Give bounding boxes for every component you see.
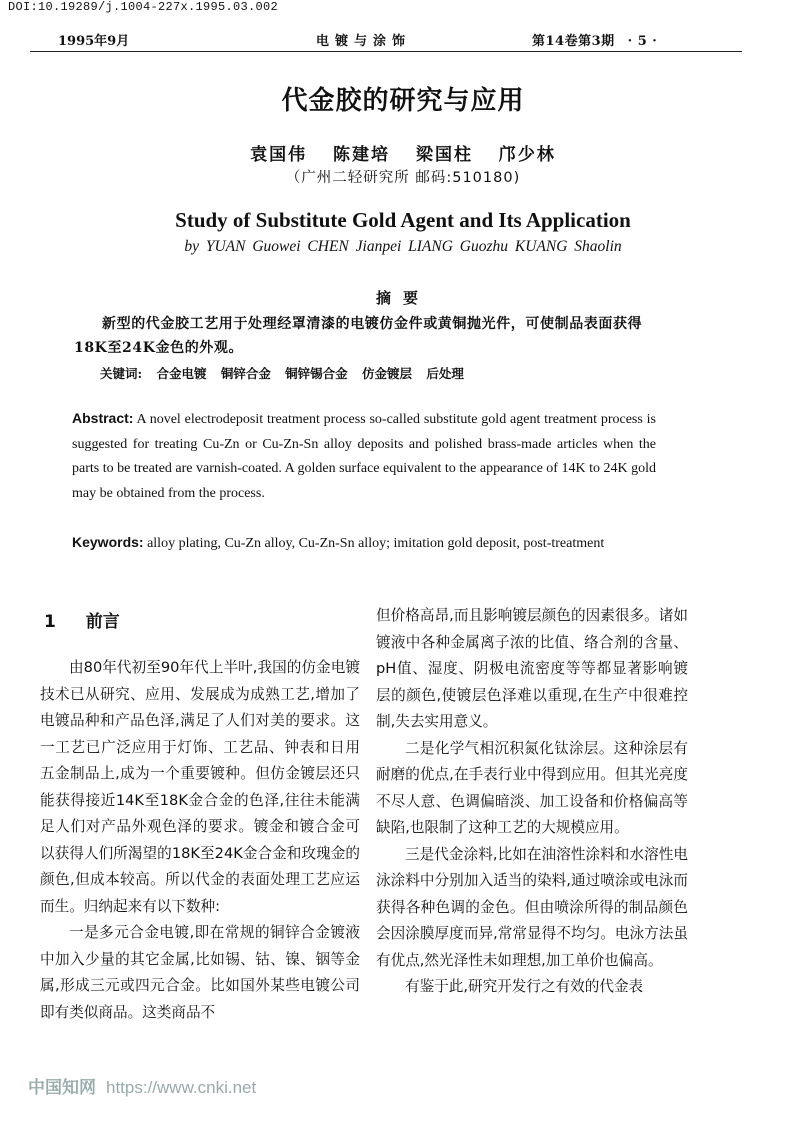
- header-page: · 5 ·: [627, 34, 658, 49]
- section-number: 1: [44, 612, 56, 632]
- watermark: [28, 1073, 256, 1098]
- section-title: 前言: [85, 612, 120, 632]
- doi-line: DOI:10.19289/j.1004-227x.1995.03.002: [8, 0, 279, 14]
- header-issue-page: [532, 30, 657, 49]
- keywords-en: [72, 530, 656, 557]
- header-date: 1995年9月: [58, 34, 130, 49]
- paragraph: 由80年代初至90年代上半叶,我国的仿金电镀技术已从研究、应用、发展成为成熟工艺,增加了电镀品种和产品色泽,满足了人们对美的要求。这一工艺已广泛应用于灯饰、工艺品、钟表和日用五金制品上,成为一个重要镀种。但仿金镀层还只能获得接近14K至18K金合金的色泽,往往未能满足人们对产品外观色泽的要求。镀金和镀合金可以获得人们所渴望的18K至24K金合金和玫瑰金的颜色,但成本较高。所以代金的表面处理工艺应运而生。归纳起来有以下数种:: [40, 659, 360, 915]
- section-heading: [44, 607, 120, 632]
- abstract-en-label: Abstract:: [72, 410, 134, 426]
- paragraph: 有鉴于此,研究开发行之有效的代金表: [405, 978, 644, 995]
- right-column: [376, 603, 688, 1001]
- authors-en: by YUAN Guowei CHEN Jianpei LIANG Guozhu KUANG Shaolin: [184, 238, 622, 255]
- affiliation-cn: （广州二轻研究所 邮码:510180): [285, 170, 521, 186]
- header-issue: 第14卷第3期: [532, 34, 615, 49]
- paragraph: 但价格高昂,而且影响镀层颜色的因素很多。诸如镀液中各种金属离子浓的比值、络合剂的含量、pH值、湿度、阴极电流密度等等都显著影响镀层的颜色,使镀层色泽难以重现,在生产中很难控制,失去实用意义。: [376, 607, 688, 730]
- header-journal: 电镀与涂饰: [316, 34, 412, 49]
- paragraph: 二是化学气相沉积氮化钛涂层。这种涂层有耐磨的优点,在手表行业中得到应用。但其光亮度不尽人意、色调偏暗淡、加工设备和价格偏高等缺陷,也限制了这种工艺的大规模应用。: [376, 739, 688, 836]
- keywords-en-text: alloy plating, Cu-Zn alloy, Cu-Zn-Sn alloy; imitation gold deposit, post-treatment: [147, 536, 605, 551]
- paragraph: 一是多元合金电镀,即在常规的铜锌合金镀液中加入少量的其它金属,比如锡、钴、镍、铟等金属,形成三元或四元合金。比如国外某些电镀公司即有类似商品。这类商品不: [40, 924, 360, 1021]
- watermark-brand: 中国知网: [28, 1078, 96, 1098]
- header-rule: [30, 51, 742, 52]
- authors-cn: 袁国伟 陈建培 梁国柱 邝少林: [250, 145, 556, 165]
- abstract-en-text: A novel electrodeposit treatment process so-called substitute gold agent treatment process is suggested for treating Cu-Zn or Cu-Zn-Sn alloy deposits and polished brass-made articles when the parts to be treated are varnish-coated. A golden surface equivalent to the appearance of 14K to 24K gold may be obtained from the process.: [72, 412, 656, 501]
- left-column: [40, 655, 360, 1026]
- keywords-en-label: Keywords:: [72, 534, 144, 550]
- abstract-en: [72, 406, 656, 506]
- title-en: Study of Substitute Gold Agent and Its Application: [175, 208, 631, 232]
- title-cn: 代金胶的研究与应用: [281, 86, 525, 116]
- paragraph: 三是代金涂料,比如在油溶性涂料和水溶性电泳涂料中分别加入适当的染料,通过喷涂或电泳而获得各种色调的金色。但由喷涂所得的制品颜色会因涂膜厚度而异,常常显得不均匀。电泳方法虽有优点,然光泽性未如理想,加工单价也偏高。: [376, 845, 688, 969]
- abstract-cn-heading: 摘要: [375, 289, 430, 307]
- keywords-cn: 关键词: 合金电镀 铜锌合金 铜锌锡合金 仿金镀层 后处理: [100, 366, 464, 381]
- abstract-cn: 新型的代金胶工艺用于处理经罩清漆的电镀仿金件或黄铜抛光件，可使制品表面获得18K至24K金色的外观。: [74, 316, 643, 356]
- watermark-url: https://www.cnki.net: [106, 1078, 257, 1097]
